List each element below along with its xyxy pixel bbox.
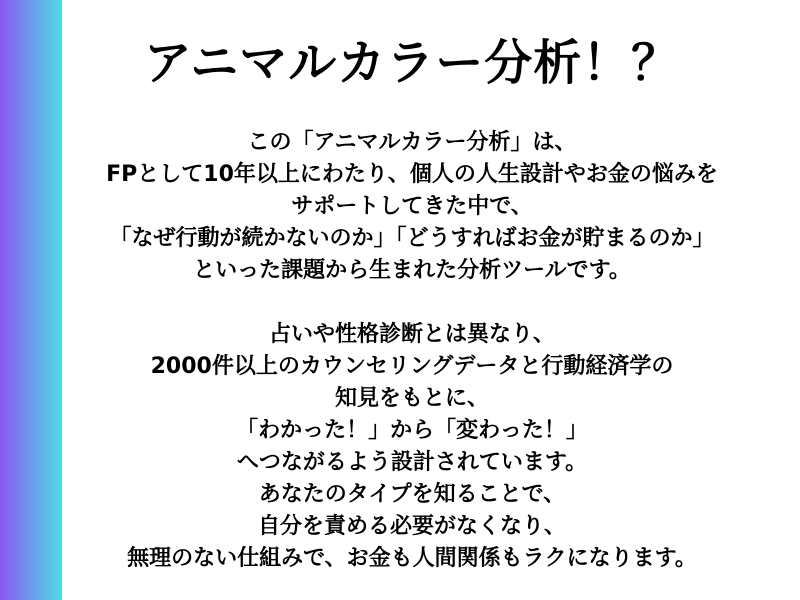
- text-line: 無理のない仕組みで、お金も人間関係もラクになります。: [127, 546, 697, 571]
- text-line: この「アニマルカラー分析」は、: [247, 130, 577, 155]
- text-line: 自分を責める必要がなくなり、: [257, 514, 566, 539]
- text-line: といった課題から生まれた分析ツールです。: [193, 258, 631, 283]
- intro-paragraph: [62, 127, 762, 287]
- text-line: FPとして10年以上にわたり、個人の人生設計やお金の悩みを: [106, 162, 718, 187]
- text-line: 占いや性格診断とは異なり、: [268, 322, 555, 347]
- main-content: [62, 0, 762, 575]
- text-line: 「わかった！」から「変わった！」: [236, 418, 588, 443]
- text-line: サポートしてきた中で、: [291, 194, 533, 219]
- text-line: 2000件以上のカウンセリングデータと行動経済学の: [150, 354, 674, 379]
- text-line: あなたのタイプを知ることで、: [258, 482, 566, 507]
- text-line: へつながるよう設計されています。: [236, 450, 588, 475]
- description-paragraph: [62, 319, 762, 575]
- gradient-accent-bar: [0, 0, 62, 600]
- text-line: 知見をもとに、: [334, 386, 489, 411]
- page-title: アニマルカラー分析！？: [143, 35, 681, 91]
- text-line: 「なぜ行動が続かないのか」「どうすればお金が貯まるのか」: [109, 226, 715, 251]
